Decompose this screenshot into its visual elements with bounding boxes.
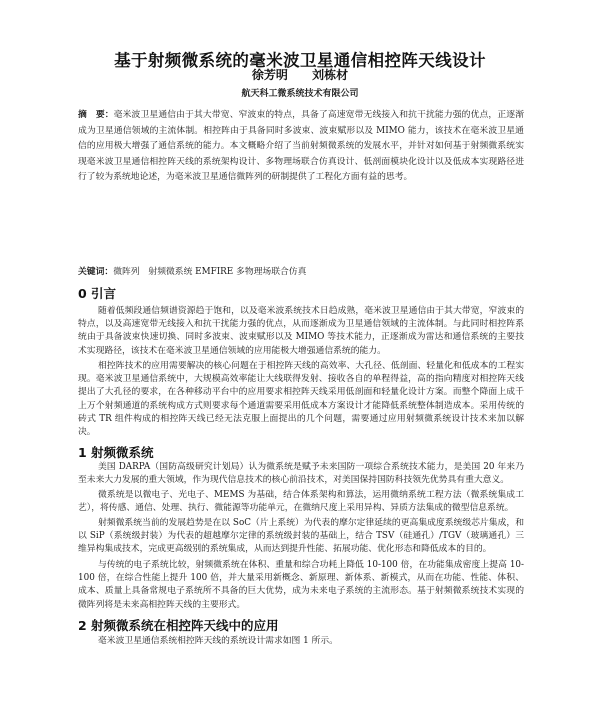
section2-paragraph-1: 毫米波卫星通信系统相控阵天线的系统设计需求如图 1 所示。 (98, 636, 338, 646)
section-heading-2: 2 射频微系统在相控阵天线中的应用 (78, 618, 279, 633)
section-heading-1: 1 射频微系统 (78, 445, 154, 460)
authors (0, 66, 600, 83)
author-name: 徐芳明 (251, 68, 288, 82)
affiliation: 航天科工微系统技术有限公司 (241, 89, 359, 99)
section1-paragraph-4: 与传统的电子系统比较，射频微系统在体积、重量和综合功耗上降低 10-100 倍，在功能集成密度上提高 10-100 倍，在综合性能上提升 100 倍，并大量采用新概念、新原理、新体系、新模式，从而在功能、性能、体积、成本、质量上具备常规电子系统所不具备的巨大优势，成为未来电子系统的主流形态。基于射频微系统技术实现的微阵列将是未来高相控阵天线的主要形式。 (78, 560, 524, 610)
abstract (78, 108, 524, 186)
intro-paragraph-1: 随着低频段通信频谱资源趋于饱和，以及毫米波系统技术日趋成熟，毫米波卫星通信由于其大带宽，窄波束的特点，以及高速宽带无线接入和抗干扰能力强的优点，从而逐渐成为卫星通信领域的主流体制。与此同时相控阵系统由于具备波束快速切换、同时多波束、波束赋形以及 MIMO 等技术能力，正逐渐成为雷达和通信系统的主要技术实现路径，该技术在毫米波卫星通信领域的应用能极大增强通信系统的能力。 (78, 306, 524, 356)
author-name: 刘栋材 (312, 68, 349, 82)
keywords-label: 关键词： (78, 267, 114, 277)
section1-paragraph-3: 射频微系统当前的发展趋势是在以 SoC（片上系统）为代表的摩尔定律延续的更高集成度系统级芯片集成，和以 SiP（系统级封装）为代表的超越摩尔定律的系统级封装的基础上，结合 TSV（硅通孔）/TGV（玻璃通孔）三维异构集成技术，完成更高级别的系统集成，从而达到提升性能、拓展功能、优化形态和降低成本的目的。 (78, 518, 524, 555)
abstract-text: 毫米波卫星通信由于其大带宽、窄波束的特点，具备了高速宽带无线接入和抗干扰能力强的优点，正逐渐成为卫星通信领域的主流体制。相控阵由于具备同时多波束、波束赋形以及 MIMO 能力，该技术在毫米波卫星通信的应用极大增强了通信系统的能力。本文概略介绍了当前射频微系统的发展水平，并针对如何基于射频微系统实现毫米波卫星通信相控阵天线的系统架构设计、多物理场联合仿真设计、低剖面模块化设计以及低成本实现路径进行了较为系统地论述，为毫米波卫星通信微阵列的研制提供了工程化方面有益的思考。 (78, 110, 524, 183)
keywords (78, 265, 524, 279)
abstract-label: 摘 要： (78, 110, 114, 120)
section-heading-intro: 0 引言 (78, 286, 117, 301)
paper-title: 基于射频微系统的毫米波卫星通信相控阵天线设计 (114, 51, 486, 71)
intro-paragraph-2: 相控阵技术的应用需要解决的核心问题在于相控阵天线的高效率、大孔径、低剖面、轻量化和低成本的工程实现。毫米波卫星通信系统中，大规模高效率能让大线联得发射、接收各自的单程得益，高的指向精度对相控阵天线提出了大孔径的要求，在各种移动平台中的应用要求相控阵天线采用低剖面和轻量化设计方案。而整个降面上成千上万个射频通道的系统构成方式则要求每个通道需要采用低成本方案设计才能降低系统整体制造成本。采用传统的砖式 TR 组件构成的相控阵天线已经无法克服上面提出的几个问题，需要通过应用射频微系统设计技术来加以解决。 (78, 361, 524, 438)
section1-paragraph-1: 美国 DARPA（国防高级研究计划局）认为微系统是赋予未来国防一项综合系统技术能力，是美国 20 年来乃至未来大力发展的重大领域，作为现代信息技术的核心前沿技术，对美国保持国防科技领先优势具有重大意义。 (78, 462, 524, 486)
keywords-text: 微阵列 射频微系统 EMFIRE 多物理场联合仿真 (113, 267, 307, 277)
section1-paragraph-2: 微系统是以微电子、光电子、MEMS 为基础，结合体系架构和算法，运用微纳系统工程方法（微系统集成工艺），将传感、通信、处理、执行、微能源等功能单元，在微纳尺度上采用异构、异质方法集成的微型信息系统。 (78, 490, 524, 514)
